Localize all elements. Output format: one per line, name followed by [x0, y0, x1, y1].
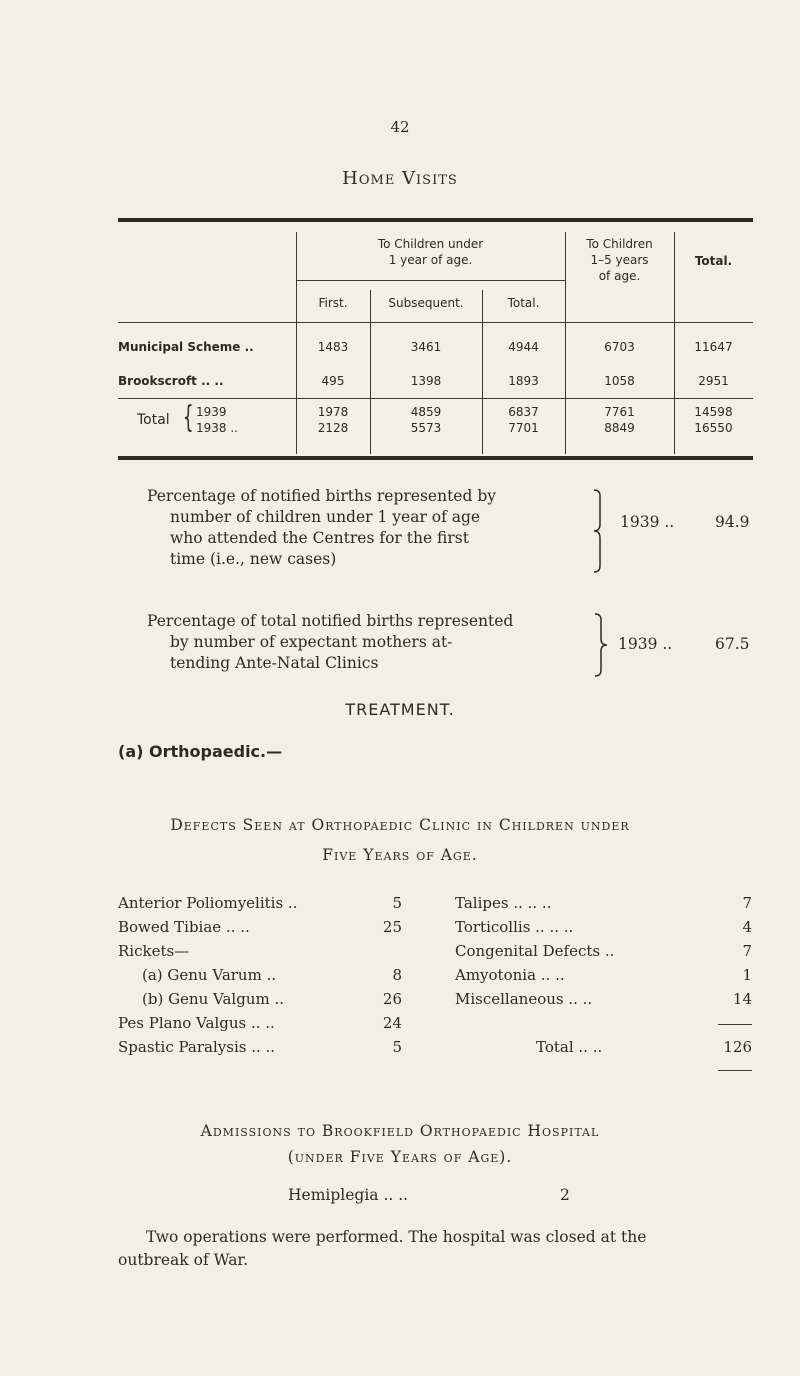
header-total: Total. — [507, 296, 540, 310]
header-under1 — [296, 236, 565, 268]
row-year-1938: 1938 .. — [196, 421, 238, 435]
list-item-value: 25 — [382, 918, 402, 936]
header-under1-line1: To Children under — [377, 237, 484, 251]
header-divider — [296, 280, 565, 281]
pct2-line2: by number of expectant mothers at- — [170, 633, 453, 651]
page-number: 42 — [390, 118, 410, 136]
right-brace — [590, 488, 604, 574]
list-item-value: 14 — [732, 990, 752, 1008]
list-item: Bowed Tibiae .. .. — [118, 918, 250, 936]
hemiplegia-label: Hemiplegia .. .. — [288, 1186, 409, 1204]
header-1-5-line1: To Children — [586, 237, 653, 251]
total-rule — [718, 1070, 752, 1071]
table-bottom-rule — [118, 456, 753, 460]
table-cell: 8849 — [604, 421, 635, 435]
pct1-line4: time (i.e., new cases) — [170, 550, 337, 568]
table-cell: 3461 — [410, 340, 442, 354]
list-item: (a) Genu Varum .. — [142, 966, 277, 984]
sum-rule — [718, 1024, 752, 1025]
list-item-value: 8 — [392, 966, 402, 984]
hemiplegia-value: 2 — [560, 1186, 570, 1204]
total-rule — [118, 398, 753, 399]
table-cell: 1483 — [317, 340, 349, 354]
admissions-note-line2: outbreak of War. — [118, 1251, 249, 1269]
list-item-value: 24 — [382, 1014, 402, 1032]
table-cell: 1978 — [317, 405, 349, 419]
table-cell: 4944 — [508, 340, 539, 354]
list-item-value: 1 — [742, 966, 752, 984]
header-1-5-line2: 1–5 years — [590, 253, 649, 267]
table-cell: 7701 — [508, 421, 539, 435]
list-item-value: 5 — [392, 894, 402, 912]
defects-title-line1: Defects Seen at Orthopaedic Clinic in Children under — [170, 816, 630, 834]
list-item-value: 4 — [742, 918, 752, 936]
table-cell: 1398 — [410, 374, 442, 388]
pct2-year: 1939 .. — [618, 635, 673, 653]
pct2-line1: Percentage of total notified births represented — [147, 612, 514, 630]
pct1-line3: who attended the Centres for the first — [170, 529, 469, 547]
table-cell: 11647 — [694, 340, 733, 354]
table-cell: 14598 — [694, 405, 733, 419]
table-cell: 6703 — [604, 340, 635, 354]
header-under1-line2: 1 year of age. — [388, 253, 473, 267]
row-label-brookscroft: Brookscroft .. .. — [118, 374, 224, 388]
defects-title-line2: Five Years of Age. — [322, 846, 478, 864]
row-label-total: Total — [137, 412, 170, 428]
pct2-line3: tending Ante-Natal Clinics — [170, 654, 379, 672]
list-item-value: 7 — [742, 942, 752, 960]
pct1-line2: number of children under 1 year of age — [170, 508, 481, 526]
list-item: Miscellaneous .. .. — [455, 990, 593, 1008]
table-cell: 6837 — [508, 405, 539, 419]
table-cell: 2951 — [698, 374, 729, 388]
total-value: 126 — [723, 1038, 752, 1056]
header-bottom-rule — [118, 322, 753, 323]
admissions-title-line1: Admissions to Brookfield Orthopaedic Hospital — [200, 1122, 600, 1140]
list-item: Spastic Paralysis .. .. — [118, 1038, 276, 1056]
admissions-title-line2: (under Five Years of Age). — [287, 1148, 513, 1166]
list-item: Talipes .. .. .. — [455, 894, 552, 912]
list-item: Rickets— — [118, 942, 190, 960]
table-cell: 1893 — [508, 374, 539, 388]
table-cell: 495 — [321, 374, 345, 388]
table-cell: 16550 — [694, 421, 733, 435]
admissions-note-line1: Two operations were performed. The hospital was closed at the — [146, 1228, 647, 1246]
header-subsequent: Subsequent. — [388, 296, 464, 310]
header-1-5-years — [565, 236, 674, 284]
pct1-line1: Percentage of notified births represented by — [147, 487, 497, 505]
header-1-5-line3: of age. — [598, 269, 641, 283]
header-grand-total: Total. — [694, 254, 733, 268]
list-item: Torticollis .. .. .. — [455, 918, 574, 936]
pct1-value: 94.9 — [715, 513, 750, 531]
table-cell: 1058 — [604, 374, 635, 388]
row-label-municipal: Municipal Scheme .. — [118, 340, 254, 354]
list-item-value: 7 — [742, 894, 752, 912]
right-brace — [592, 612, 610, 678]
treatment-heading: TREATMENT. — [345, 700, 455, 719]
table-cell: 5573 — [410, 421, 442, 435]
list-item: Congenital Defects .. — [455, 942, 615, 960]
table-cell: 2128 — [317, 421, 349, 435]
orthopaedic-heading: (a) Orthopaedic.— — [118, 742, 283, 761]
pct1-year: 1939 .. — [620, 513, 675, 531]
list-item: Pes Plano Valgus .. .. — [118, 1014, 275, 1032]
row-year-1939: 1939 — [196, 405, 227, 419]
list-item: (b) Genu Valgum .. — [142, 990, 285, 1008]
table-cell: 7761 — [604, 405, 635, 419]
list-item-value: 26 — [382, 990, 402, 1008]
list-item-value: 5 — [392, 1038, 402, 1056]
total-label: Total .. .. — [536, 1038, 603, 1056]
home-visits-title: Home Visits — [342, 168, 458, 189]
table-top-rule — [118, 218, 753, 222]
list-item: Amyotonia .. .. — [455, 966, 565, 984]
list-item: Anterior Poliomyelitis .. — [118, 894, 298, 912]
table-cell: 4859 — [410, 405, 442, 419]
header-first: First. — [318, 296, 348, 310]
brace: { — [183, 400, 194, 435]
pct2-value: 67.5 — [715, 635, 750, 653]
